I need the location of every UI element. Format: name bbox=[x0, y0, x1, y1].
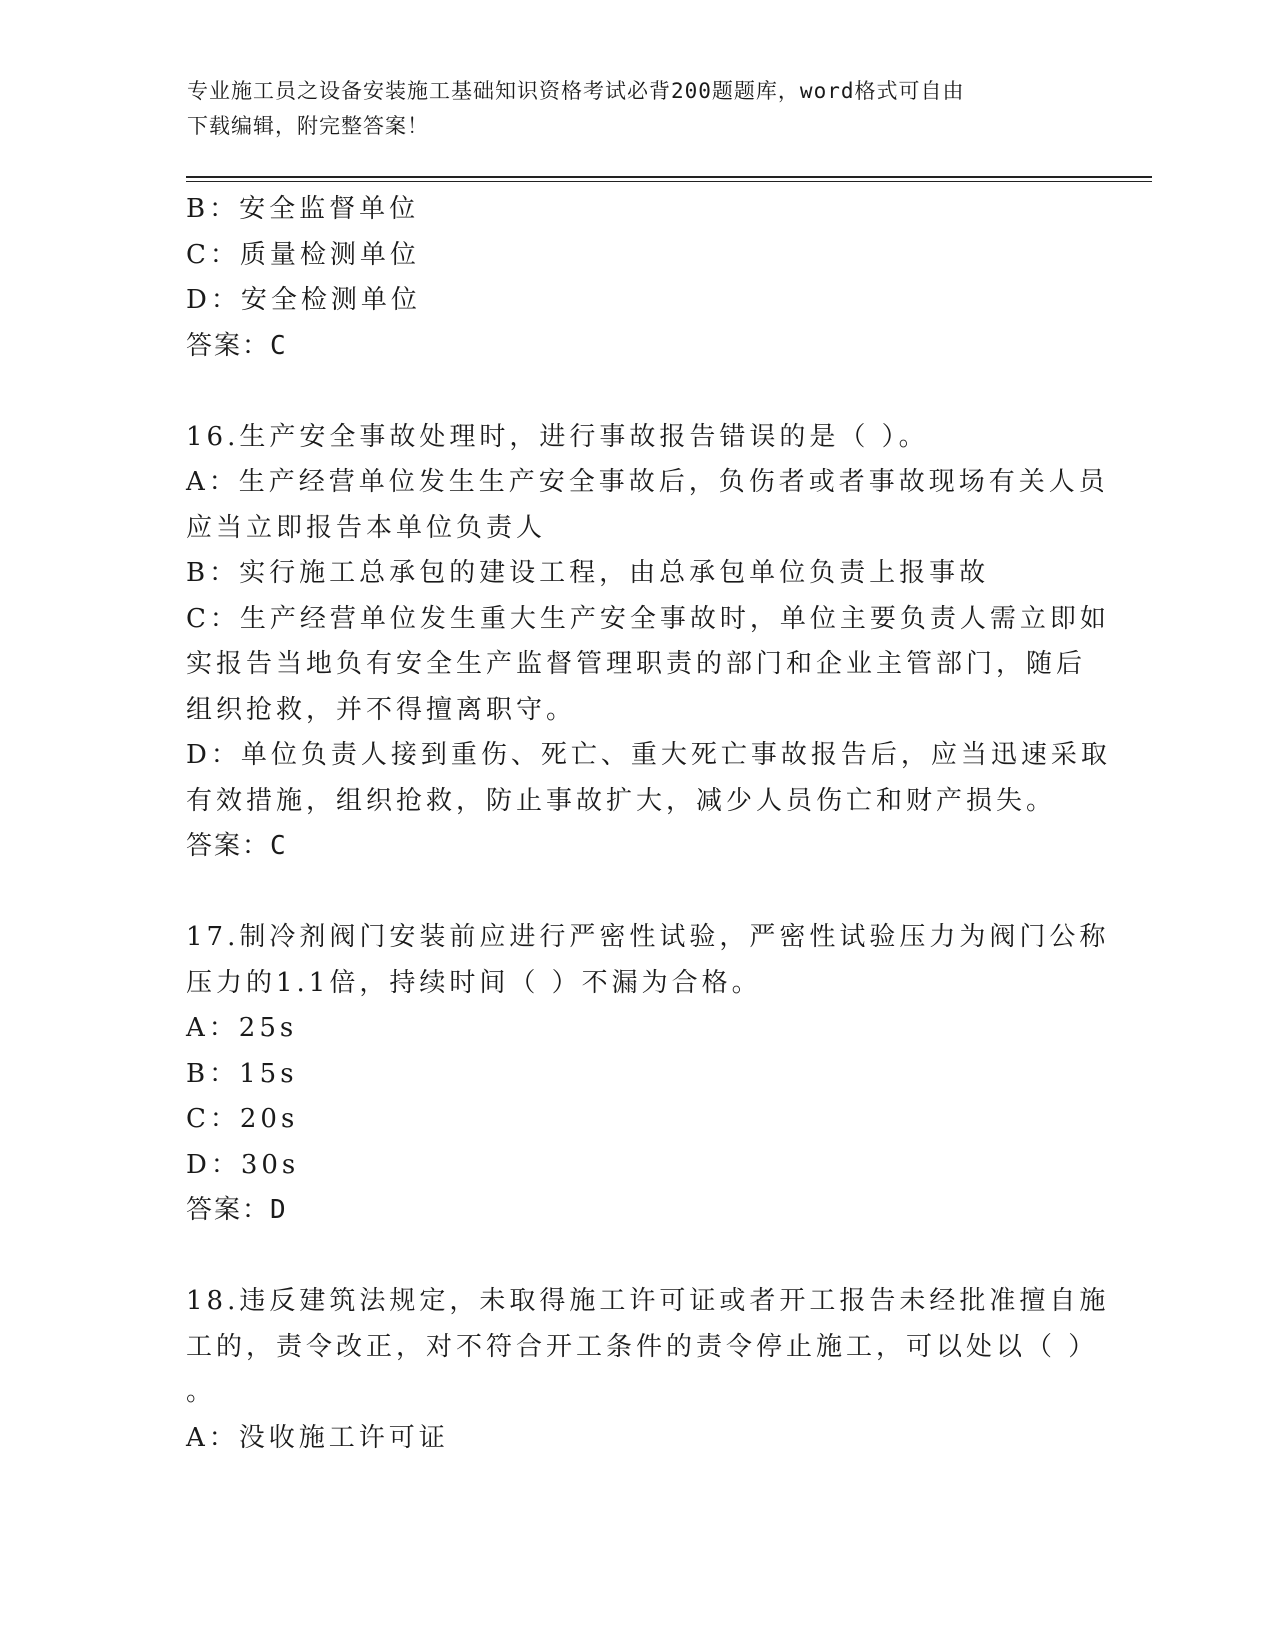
q15-option-b: B：安全监督单位 bbox=[186, 194, 420, 224]
q17-stem-line-2: 压力的1.1倍，持续时间（ ）不漏为合格。 bbox=[186, 967, 762, 998]
q16-option-d-line-1: D：单位负责人接到重伤、死亡、重大死亡事故报告后，应当迅速采取 bbox=[186, 740, 1111, 770]
spacer bbox=[186, 369, 1086, 415]
q16-stem: 16.生产安全事故处理时，进行事故报告错误的是（ ）。 bbox=[186, 421, 929, 452]
header-line-1: 专业施工员之设备安装施工基础知识资格考试必背200题题库，word格式可自由 bbox=[187, 79, 965, 103]
spacer bbox=[186, 1234, 1086, 1280]
q17-option-d: D：30s bbox=[186, 1149, 300, 1180]
document-header bbox=[187, 74, 1087, 144]
q16-option-c-line-2: 实报告当地负有安全生产监督管理职责的部门和企业主管部门，随后 bbox=[186, 649, 1087, 679]
q17-option-a: A：25s bbox=[186, 1013, 298, 1043]
q17-option-b: B：15s bbox=[186, 1058, 298, 1089]
q16-answer: 答案：C bbox=[186, 831, 288, 861]
q16-option-b: B：实行施工总承包的建设工程，由总承包单位负责上报事故 bbox=[186, 558, 990, 588]
q17-option-c: C：20s bbox=[186, 1104, 299, 1134]
q17-answer: 答案：D bbox=[186, 1195, 288, 1225]
q18-stem-line-2: 工的，责令改正，对不符合开工条件的责令停止施工，可以处以（ ） bbox=[186, 1331, 1099, 1362]
header-rule-thick bbox=[186, 176, 1152, 178]
q15-option-c: C：质量检测单位 bbox=[186, 239, 420, 270]
q16-option-c-line-3: 组织抢救，并不得擅离职守。 bbox=[186, 694, 577, 725]
q16-option-a-line-2: 应当立即报告本单位负责人 bbox=[186, 512, 547, 543]
q16-option-c-line-1: C：生产经营单位发生重大生产安全事故时，单位主要负责人需立即如 bbox=[186, 603, 1110, 634]
q16-option-d-line-2: 有效措施，组织抢救，防止事故扩大，减少人员伤亡和财产损失。 bbox=[186, 785, 1057, 816]
question-content bbox=[186, 187, 1111, 1461]
header-line-2: 下载编辑，附完整答案！ bbox=[187, 114, 429, 138]
q15-answer: 答案：C bbox=[186, 330, 288, 361]
spacer bbox=[186, 870, 1086, 916]
q16-option-a-line-1: A：生产经营单位发生生产安全事故后，负伤者或者事故现场有关人员 bbox=[186, 467, 1109, 497]
header-rule-thin bbox=[186, 181, 1152, 182]
q18-stem-line-3: 。 bbox=[186, 1377, 217, 1407]
q18-option-a: A：没收施工许可证 bbox=[186, 1422, 449, 1453]
q18-stem-line-1: 18.违反建筑法规定，未取得施工许可证或者开工报告未经批准擅自施 bbox=[186, 1286, 1110, 1316]
q17-stem-line-1: 17.制冷剂阀门安装前应进行严密性试验，严密性试验压力为阀门公称 bbox=[186, 922, 1110, 952]
q15-option-d: D：安全检测单位 bbox=[186, 285, 421, 315]
